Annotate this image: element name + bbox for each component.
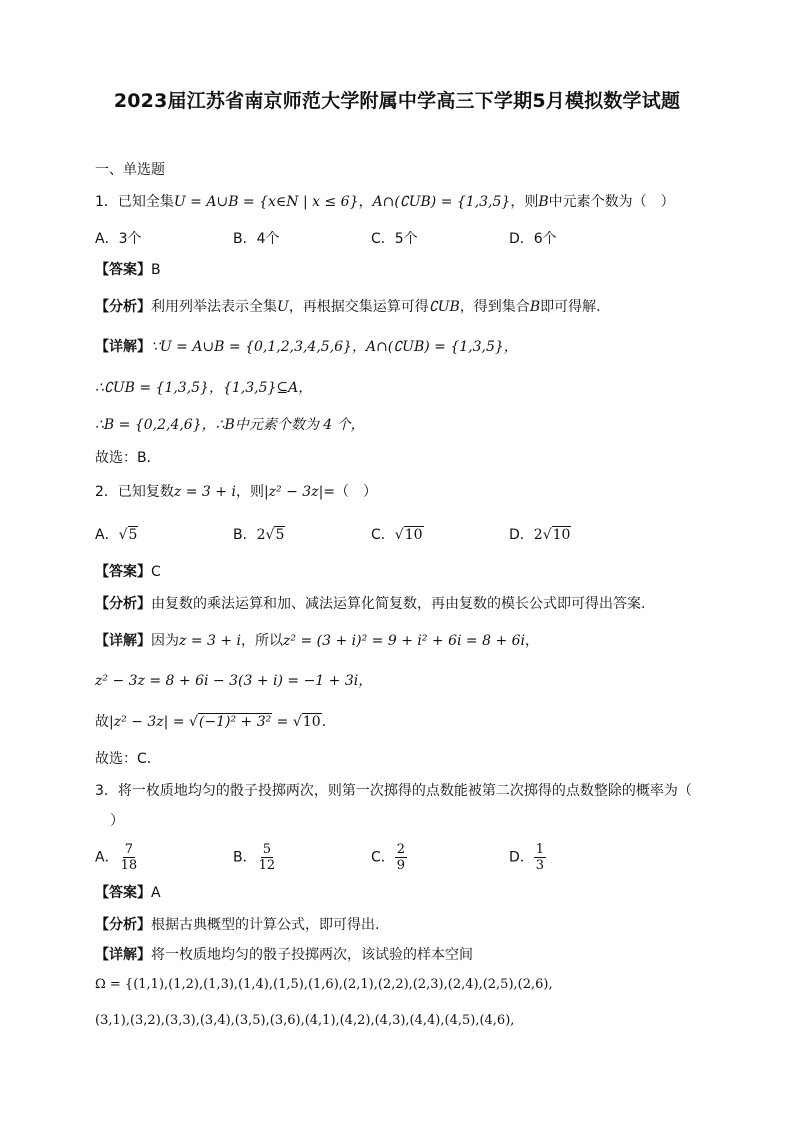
analysis-tag: 【分析】 xyxy=(95,596,151,612)
answer-tag: 【答案】 xyxy=(95,885,151,901)
question-number: 2． xyxy=(95,484,118,500)
analysis-tag: 【分析】 xyxy=(95,917,151,933)
question-1-option-a: A．3个 xyxy=(95,231,142,247)
question-1-detail-line-3: ∴B = {0,2,4,6}，∴B中元素个数为 4 个， xyxy=(95,417,365,433)
question-2-detail-line-3: 故|z² − 3z| = √(−1)² + 3² = √10. xyxy=(95,714,327,730)
question-3-option-c: C． $\frac{2}{9}$ xyxy=(371,842,406,873)
question-3-detail-line-3: (3,1),(3,2),(3,3),(3,4),(3,5),(3,6),(4,1),(4,2),(4,3),(4,4),(4,5),(4,6), xyxy=(95,1013,515,1028)
question-2-option-d: D．2√10 xyxy=(509,527,571,543)
question-3-option-d: D． $\frac{1}{3}$ xyxy=(509,842,545,873)
question-1-detail-line-1: 【详解】∵U = A∪B = {0,1,2,3,4,5,6}，A∩(∁UB) = {1,3,5}， xyxy=(95,339,518,355)
question-3-answer: 【答案】A xyxy=(95,885,161,901)
detail-tag: 【详解】 xyxy=(95,633,151,649)
question-1-stem: 1．已知全集U = A∪B = {x∈N | x ≤ 6}，A∩(∁UB) = {1,3,5}，则B中元素个数为（ ） xyxy=(95,194,675,210)
question-2-analysis: 【分析】由复数的乘法运算和加、减法运算化简复数，再由复数的模长公式即可得出答案. xyxy=(95,596,646,612)
question-1-option-d: D．6个 xyxy=(509,231,557,247)
question-2-option-c: C．√10 xyxy=(371,527,423,543)
question-2-answer: 【答案】C xyxy=(95,564,161,580)
detail-tag: 【详解】 xyxy=(95,339,151,355)
page-title: 2023届江苏省南京师范大学附属中学高三下学期5月模拟数学试题 xyxy=(113,90,681,112)
question-3-option-a: A． $\frac{7}{18}$ xyxy=(95,842,138,873)
question-2-conclusion: 故选：C. xyxy=(95,751,152,767)
question-3-option-b: B． $\frac{5}{12}$ xyxy=(233,842,276,873)
question-2-detail-line-1: 【详解】因为z = 3 + i，所以z² = (3 + i)² = 9 + i² + 6i = 8 + 6i， xyxy=(95,633,540,649)
question-3-detail-line-1: 【详解】将一枚质地均匀的骰子投掷两次，该试验的样本空间 xyxy=(95,947,473,963)
question-2-option-b: B．2√5 xyxy=(233,527,285,543)
analysis-tag: 【分析】 xyxy=(95,299,151,315)
question-1-conclusion: 故选：B． xyxy=(95,450,161,466)
question-1-option-b: B．4个 xyxy=(233,231,280,247)
question-3-analysis: 【分析】根据古典概型的计算公式，即可得出. xyxy=(95,917,380,933)
question-3-stem-continued: ） xyxy=(110,813,124,829)
question-1-option-c: C．5个 xyxy=(371,231,418,247)
question-2-option-a: A．√5 xyxy=(95,527,138,543)
section-heading: 一、单选题 xyxy=(95,162,165,178)
question-1-detail-line-2: ∴∁UB = {1,3,5}，{1,3,5}⊆A， xyxy=(95,380,313,396)
question-3-stem: 3．将一枚质地均匀的骰子投掷两次，则第一次掷得的点数能被第二次掷得的点数整除的概率为（ xyxy=(95,783,692,799)
question-3-detail-line-2: Ω = {(1,1),(1,2),(1,3),(1,4),(1,5),(1,6),(2,1),(2,2),(2,3),(2,4),(2,5),(2,6), xyxy=(95,977,553,992)
question-2-stem: 2．已知复数z = 3 + i，则|z² − 3z|=（ ） xyxy=(95,484,378,500)
question-number: 1． xyxy=(95,194,118,210)
detail-tag: 【详解】 xyxy=(95,947,151,963)
question-2-detail-line-2: z² − 3z = 8 + 6i − 3(3 + i) = −1 + 3i， xyxy=(95,673,373,689)
answer-tag: 【答案】 xyxy=(95,564,151,580)
question-1-analysis: 【分析】利用列举法表示全集U，再根据交集运算可得∁UB，得到集合B即可得解. xyxy=(95,299,601,315)
question-1-answer: 【答案】B xyxy=(95,262,161,278)
answer-tag: 【答案】 xyxy=(95,262,151,278)
question-number: 3． xyxy=(95,783,118,799)
